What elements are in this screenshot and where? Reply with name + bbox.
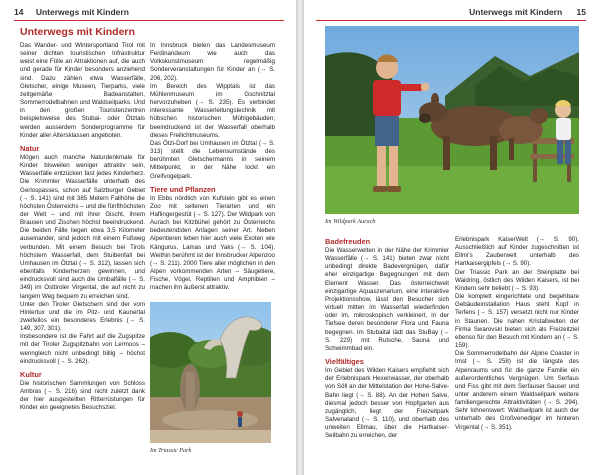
paragraph: Die komplett eingerichtete und begehbare Gebäudeinstallation Haus steht Kopf in Terfens (→ S. 157) versetzt nicht nur Kinder in Staunen. Die nahen Kristallwelten der Firma Swarovski bieten sich als Freizeitziel ebenso für den Besuch mit Kindern an (→ S. 159).	[455, 293, 579, 350]
paragraph: Im Bereich des Wipptals ist das Mühlenmuseum im Gschnitztal hervorzuheben (→ S. 235). Es verbindet interessante Wasserleitungstechnik mit hübschen historischen Mühlgebäuden; beeindruckend ist der Wasserfall oberhalb dieses Freilichtmuseums.	[150, 82, 275, 139]
running-title: Unterwegs mit Kindern	[35, 7, 129, 17]
section-heading-tiere: Tiere und Pflanzen	[150, 184, 216, 194]
paragraph: Unter den Tiroler Gletschern sind der vom Hintertux und die im Pitz- und Kaunertal zweifellos ein besonderes Erlebnis (→ S. 149, 307, 301).	[20, 300, 145, 333]
paragraph: In Ebbs nördlich von Kufstein gibt es einen Zoo mit seltenen Tierarten und ein Haflingergestüt (→ S. 127). Der Wildpark von Aurach bei Kitzbühel gehört zu Österreichs bedeutendsten Anlagen seiner Art. Neben Alpentieren leben hier auch viele Exoten wie Kängurus, Lamas und Yaks (→ S. 104). Weithin berühmt ist der Innsbrucker Alpenzoo (→ S. 211). 2000 Tiere aller möglichen in den Alpen vorkommenden Arten – Säugetiere, Fische, Vögel, Reptilien und Amphibien – machen ihn äußerst attraktiv.	[150, 194, 275, 292]
wildpark-aurach-photo	[325, 26, 579, 214]
right-page-header	[316, 7, 586, 21]
left-column-2	[150, 42, 275, 293]
section-heading-vielfaeltiges: Vielfältiges	[325, 357, 364, 367]
section-heading-natur: Natur	[20, 143, 40, 153]
photo-caption: Im Wildpark Aurach	[325, 218, 376, 225]
left-page	[0, 0, 296, 475]
right-column-2	[455, 236, 579, 432]
photo-caption: Im Triassic Park	[150, 447, 192, 454]
chapter-title: Unterwegs mit Kindern	[20, 26, 135, 38]
paragraph: Die Wasserwelten in der Nähe der Krimmler Wasserfälle (→ S. 141) bieten zwar nicht unbedingt direkte Badevergnügen, dafür eher einzigartige Begegnungen mit dem Element Wasser. Das österreichweit einzigartige Aquaszenarium, eine interaktive Projektionsshow, lässt den Besucher sich virtuell mitten im Wasserfall wiederfinden oder im, mikroskopisch verkleinert, in der Tiefsee deren besonderer Flora und Fauna begegnen. Im Stubaital lädt das StuBay (→ S. 229) mit Rutsche, Sauna und Schwimmbad ein.	[325, 247, 449, 352]
paragraph: Die historischen Sammlungen von Schloss Ambras (→ S. 216) sind nicht zuletzt dank der hier ausgestellten Ritterrüstungen für Kinder ein geeignetes Besuchsziel.	[20, 379, 145, 412]
paragraph: Die Sommerrodelbahn der Alpine Coaster in Imst (→ S. 258) ist die längste des Alpenraums und für die ganze Familie ein außerordentliches Vergnügen. Um Serfaus und Fiss gibt mit dem Serfauser Sauser und unter anderem einem Waldseilpark weitere familiengerechte Attraktivitäten (→ S. 294). Sehr lohnenswert: Waldseilpark ist auch der unterhalb des Großvenediger im hinteren Virgental (→ S. 351).	[455, 350, 579, 431]
section-heading-kultur: Kultur	[20, 369, 42, 379]
page-number: 14	[14, 7, 24, 17]
paragraph: Erlebnispark KaiserWelt (→ S. 90). Ausschließlich auf Kinder zugeschnitten ist Ellmi's Zauberwelt unterhalb des Hartkaisergipfels (→ S. 90).	[455, 236, 579, 268]
paragraph: Im Gebiet des Wilden Kaisers empfiehlt sich der Erlebnispark Hexenwasser, der oberhalb von Söll an der Mittelstation der Hohe-Salve-Bahn liegt (→ S. 88). An der Hohen Salve, diesmal jedoch besser von Hopfgarten aus zugänglich, liegt der Freizeitpark Salvenaland (→ S. 110), und oberhalb des unweiten Ellmau, über die Hartkaiser-Seilbahn zu erreichen, der	[325, 367, 449, 440]
paragraph: In Innsbruck bieten das Landesmuseum Ferdinandeum wie auch das Volkskunstmuseum regelmäßig Sonderveranstaltungen für Kinder an (→ S. 206, 202).	[150, 42, 275, 82]
paragraph: Der Triassic Park an der Steinplatte bei Waidring, östlich des Wilden Kaisers, ist bei Kindern sehr beliebt (→ S. 93).	[455, 268, 579, 292]
paragraph: Das Ötzi-Dorf bei Umhausen im Ötztal (→ S. 313) stellt die Lebensumstände des berühmten Gletschermanns in seinem Mittelpunkt, in der Nähe lockt ein Greifvogelpark.	[150, 139, 275, 180]
right-column-1	[325, 233, 449, 440]
running-title: Unterwegs mit Kindern	[469, 7, 563, 17]
section-heading-badefreuden: Badefreuden	[325, 237, 371, 246]
book-gutter	[296, 0, 304, 475]
left-page-header	[14, 7, 284, 21]
page-number: 15	[576, 7, 586, 17]
right-page	[304, 0, 600, 475]
intro-paragraph: Das Wander- und Wintersportland Tirol mit seiner dichten touristischen Infrastruktur weist eine Fülle an Attraktionen auf, die auch und gerade für Kinder besonders anziehend sind. Dazu zählen etwa Wasserfälle, Gletscher, einige Museen, Tierparks, viele zeitgemäße Badeanstalten, Sommerrodelbahnen und Waldseilparks. Und in den großen Touristenzentren beispielsweise des Stubai- oder Ötztals werden ausserdem Sonderprogramme für Kinder aller Altersklassen angeboten.	[20, 42, 145, 139]
triassic-park-photo	[150, 302, 271, 443]
left-column-1	[20, 26, 145, 413]
paragraph: Insbesondere ist die Fahrt auf die Zugspitze mit der Tiroler Zugspitzbahn von Lermoos – wenngleich nicht unbedingt billig – höchst eindrucksvoll (→ S. 262).	[20, 333, 145, 365]
paragraph: Mögen auch manche Naturdenkmale für Kinder bisweilen weniger attraktiv sein, Wasserfälle entzücken fast jedes Kinderherz. Die Krimmler Wasserfälle unterhalb des Gerlospasses, schon auf Salzburger Gebiet (→ S. 141) sind mit 385 Metern Fallhöhe die höchsten Österreichs – und die fünfthöchsten der Welt – und mit ihrer Gischt, ihrem Brausen und Zischen höchst beeindruckend. Die beiden Fälle liegen etwa 3,5 Kilometer auseinander, sind jedoch mit einem Fußweg verbunden. Mit einem Besuch bei Tirols höchstem Wasserfall, dem Stuibenfall bei Umhausen im Ötztal (→ S. 312), lassen sich ebenfalls Kinderherzen gewinnen, und eindrucksvoll sind auch die Umbalfälle (→ S. 349) im Osttiroler Virgental, die auf nicht zu langem Weg bequem zu erreichen sind.	[20, 153, 145, 300]
